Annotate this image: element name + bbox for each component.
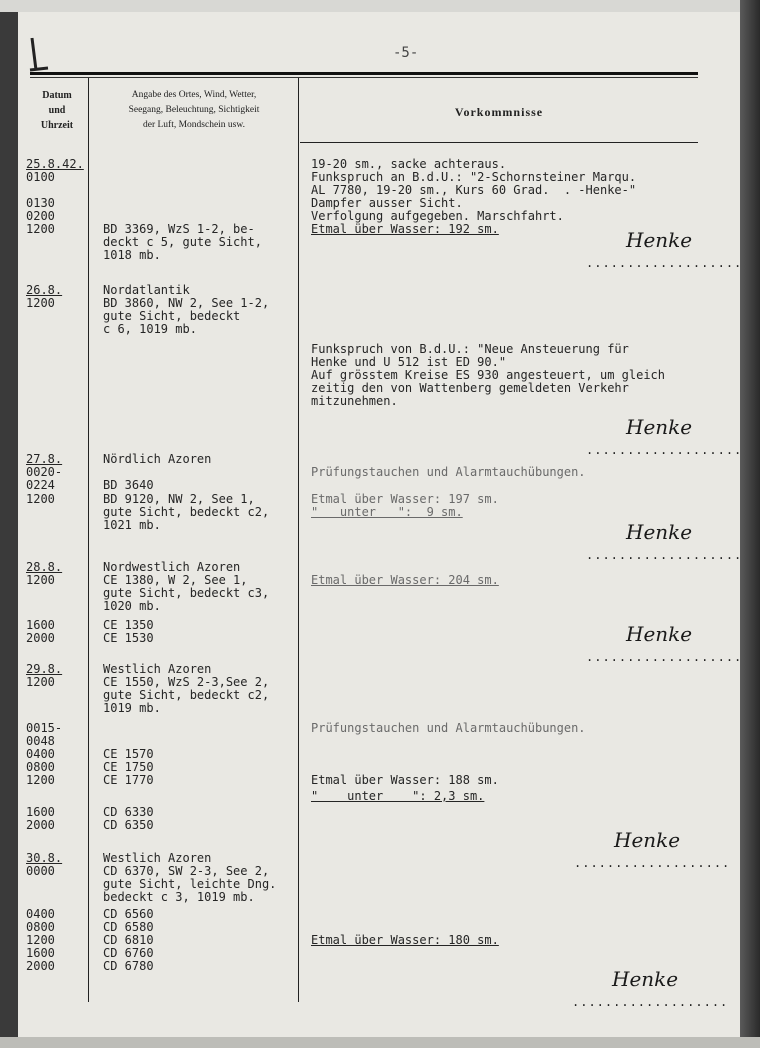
entry-datum: 30.8. bbox=[26, 851, 63, 865]
entry-ort: CD 6330 bbox=[103, 805, 154, 819]
entry-vorkommnis: Funkspruch an B.d.U.: "2-Schornsteiner Marqu. bbox=[311, 170, 637, 184]
entry-datum: 1200 bbox=[26, 492, 55, 506]
entry-datum: 1200 bbox=[26, 222, 55, 236]
page-number: -5- bbox=[393, 45, 419, 61]
entry-datum: 25.8.42. bbox=[26, 157, 84, 171]
signature-henke: Henke bbox=[626, 415, 693, 439]
entry-ort: CD 6760 bbox=[103, 946, 154, 960]
entry-vorkommnis: zeitig den von Wattenberg gemeldeten Verkehr bbox=[311, 381, 629, 395]
entry-vorkommnis: Henke und U 512 ist ED 90." bbox=[311, 355, 507, 369]
scan-right-edge bbox=[740, 0, 760, 1048]
entry-datum: 1200 bbox=[26, 773, 55, 787]
entry-datum: 1200 bbox=[26, 296, 55, 310]
entry-datum: 27.8. bbox=[26, 452, 63, 466]
entry-vorkommnis: Etmal über Wasser: 204 sm. bbox=[311, 573, 499, 587]
entry-ort: CD 6810 bbox=[103, 933, 154, 947]
signature-dotted-line: ................... bbox=[586, 443, 743, 457]
entry-datum: 1600 bbox=[26, 618, 55, 632]
entry-ort: CD 6350 bbox=[103, 818, 154, 832]
entry-ort: Nördlich Azoren bbox=[103, 452, 212, 466]
entry-datum: 2000 bbox=[26, 631, 55, 645]
entry-vorkommnis: mitzunehmen. bbox=[311, 394, 398, 408]
entry-ort: CE 1380, W 2, See 1, bbox=[103, 573, 248, 587]
entry-ort: BD 3640 bbox=[103, 478, 154, 492]
signature-henke: Henke bbox=[614, 828, 681, 852]
entry-datum: 0130 bbox=[26, 196, 55, 210]
signature-dotted-line: ................... bbox=[586, 650, 743, 664]
entry-datum: 0224 bbox=[26, 478, 55, 492]
signature-dotted-line: ................... bbox=[572, 995, 729, 1009]
entry-ort: 1019 mb. bbox=[103, 701, 161, 715]
entry-ort: CE 1750 bbox=[103, 760, 154, 774]
header-ort: Angabe des Ortes, Wind, Wetter, Seegang, Beleuchtung, Sichtigkeit der Luft, Mondschein usw. bbox=[128, 90, 260, 130]
signature-dotted-line: ................... bbox=[586, 548, 743, 562]
entry-ort: CE 1570 bbox=[103, 747, 154, 761]
scan-top-strip bbox=[0, 0, 760, 12]
entry-datum: 0200 bbox=[26, 209, 55, 223]
entry-vorkommnis: Dampfer ausser Sicht. bbox=[311, 196, 463, 210]
entry-ort: CD 6560 bbox=[103, 907, 154, 921]
signature-dotted-line: ................... bbox=[586, 256, 743, 270]
header-rule-thin bbox=[30, 77, 698, 78]
entry-ort: CE 1770 bbox=[103, 773, 154, 787]
entry-ort: CE 1350 bbox=[103, 618, 154, 632]
entry-datum: 1600 bbox=[26, 805, 55, 819]
header-rule bbox=[30, 72, 698, 75]
entry-datum: 0015- bbox=[26, 721, 63, 735]
entry-datum: 0100 bbox=[26, 170, 55, 184]
signature-dotted-line: ................... bbox=[574, 856, 731, 870]
entry-datum: 0020- bbox=[26, 465, 63, 479]
entry-ort: gute Sicht, bedeckt c2, bbox=[103, 505, 270, 519]
entry-vorkommnis: " unter ": 9 sm. bbox=[311, 505, 463, 519]
header-underline bbox=[300, 142, 698, 143]
entry-ort: BD 3860, NW 2, See 1-2, bbox=[103, 296, 270, 310]
entry-ort: CD 6780 bbox=[103, 959, 154, 973]
entry-ort: CD 6370, SW 2-3, See 2, bbox=[103, 864, 270, 878]
entry-ort: gute Sicht, bedeckt c3, bbox=[103, 586, 270, 600]
column-divider-2 bbox=[298, 78, 299, 1002]
entry-ort: Nordwestlich Azoren bbox=[103, 560, 241, 574]
entry-datum: 0000 bbox=[26, 864, 55, 878]
entry-datum: 2000 bbox=[26, 959, 55, 973]
entry-ort: gute Sicht, leichte Dng. bbox=[103, 877, 277, 891]
entry-vorkommnis: Etmal über Wasser: 197 sm. bbox=[311, 492, 499, 506]
entry-vorkommnis: Auf grösstem Kreise ES 930 angesteuert, um gleich bbox=[311, 368, 666, 382]
entry-vorkommnis: Etmal über Wasser: 192 sm. bbox=[311, 222, 499, 236]
entry-ort: Westlich Azoren bbox=[103, 662, 212, 676]
entry-vorkommnis: Etmal über Wasser: 188 sm. bbox=[311, 773, 499, 787]
entry-ort: CD 6580 bbox=[103, 920, 154, 934]
entry-ort: BD 3369, WzS 1-2, be- bbox=[103, 222, 255, 236]
scan-bottom-strip bbox=[0, 1037, 760, 1048]
entry-ort: gute Sicht, bedeckt bbox=[103, 309, 241, 323]
entry-datum: 2000 bbox=[26, 818, 55, 832]
signature-henke: Henke bbox=[612, 967, 679, 991]
column-divider-1 bbox=[88, 78, 89, 1002]
entry-datum: 1200 bbox=[26, 675, 55, 689]
entry-datum: 0800 bbox=[26, 760, 55, 774]
entry-ort: gute Sicht, bedeckt c2, bbox=[103, 688, 270, 702]
entry-ort: deckt c 5, gute Sicht, bbox=[103, 235, 262, 249]
entry-vorkommnis: AL 7780, 19-20 sm., Kurs 60 Grad. . -Henke-" bbox=[311, 183, 637, 197]
entry-datum: 28.8. bbox=[26, 560, 63, 574]
entry-datum: 0048 bbox=[26, 734, 55, 748]
entry-vorkommnis: Etmal über Wasser: 180 sm. bbox=[311, 933, 499, 947]
entry-ort: BD 9120, NW 2, See 1, bbox=[103, 492, 255, 506]
entry-vorkommnis: Prüfungstauchen und Alarmtauchübungen. bbox=[311, 465, 586, 479]
entry-datum: 1200 bbox=[26, 933, 55, 947]
entry-datum: 29.8. bbox=[26, 662, 63, 676]
entry-datum: 26.8. bbox=[26, 283, 63, 297]
entry-ort: bedeckt c 3, 1019 mb. bbox=[103, 890, 255, 904]
entry-datum: 0400 bbox=[26, 747, 55, 761]
header-datum: Datum und Uhrzeit bbox=[40, 90, 74, 131]
entry-datum: 1200 bbox=[26, 573, 55, 587]
entry-ort: Nordatlantik bbox=[103, 283, 190, 297]
entry-ort: CE 1550, WzS 2-3,See 2, bbox=[103, 675, 270, 689]
entry-ort: 1020 mb. bbox=[103, 599, 161, 613]
entry-vorkommnis: Funkspruch von B.d.U.: "Neue Ansteuerung für bbox=[311, 342, 629, 356]
header-vorkommnisse: Vorkommnisse bbox=[454, 105, 544, 119]
entry-ort: CE 1530 bbox=[103, 631, 154, 645]
entry-datum: 0800 bbox=[26, 920, 55, 934]
entry-ort: 1018 mb. bbox=[103, 248, 161, 262]
entry-vorkommnis: Verfolgung aufgegeben. Marschfahrt. bbox=[311, 209, 564, 223]
entry-ort: c 6, 1019 mb. bbox=[103, 322, 197, 336]
entry-datum: 1600 bbox=[26, 946, 55, 960]
entry-ort: Westlich Azoren bbox=[103, 851, 212, 865]
signature-henke: Henke bbox=[626, 520, 693, 544]
signature-henke: Henke bbox=[626, 622, 693, 646]
signature-henke: Henke bbox=[626, 228, 693, 252]
entry-vorkommnis: 19-20 sm., sacke achteraus. bbox=[311, 157, 507, 171]
entry-ort: 1021 mb. bbox=[103, 518, 161, 532]
entry-datum: 0400 bbox=[26, 907, 55, 921]
corner-mark bbox=[26, 30, 56, 74]
entry-vorkommnis: " unter ": 2,3 sm. bbox=[311, 789, 485, 803]
entry-vorkommnis: Prüfungstauchen und Alarmtauchübungen. bbox=[311, 721, 586, 735]
